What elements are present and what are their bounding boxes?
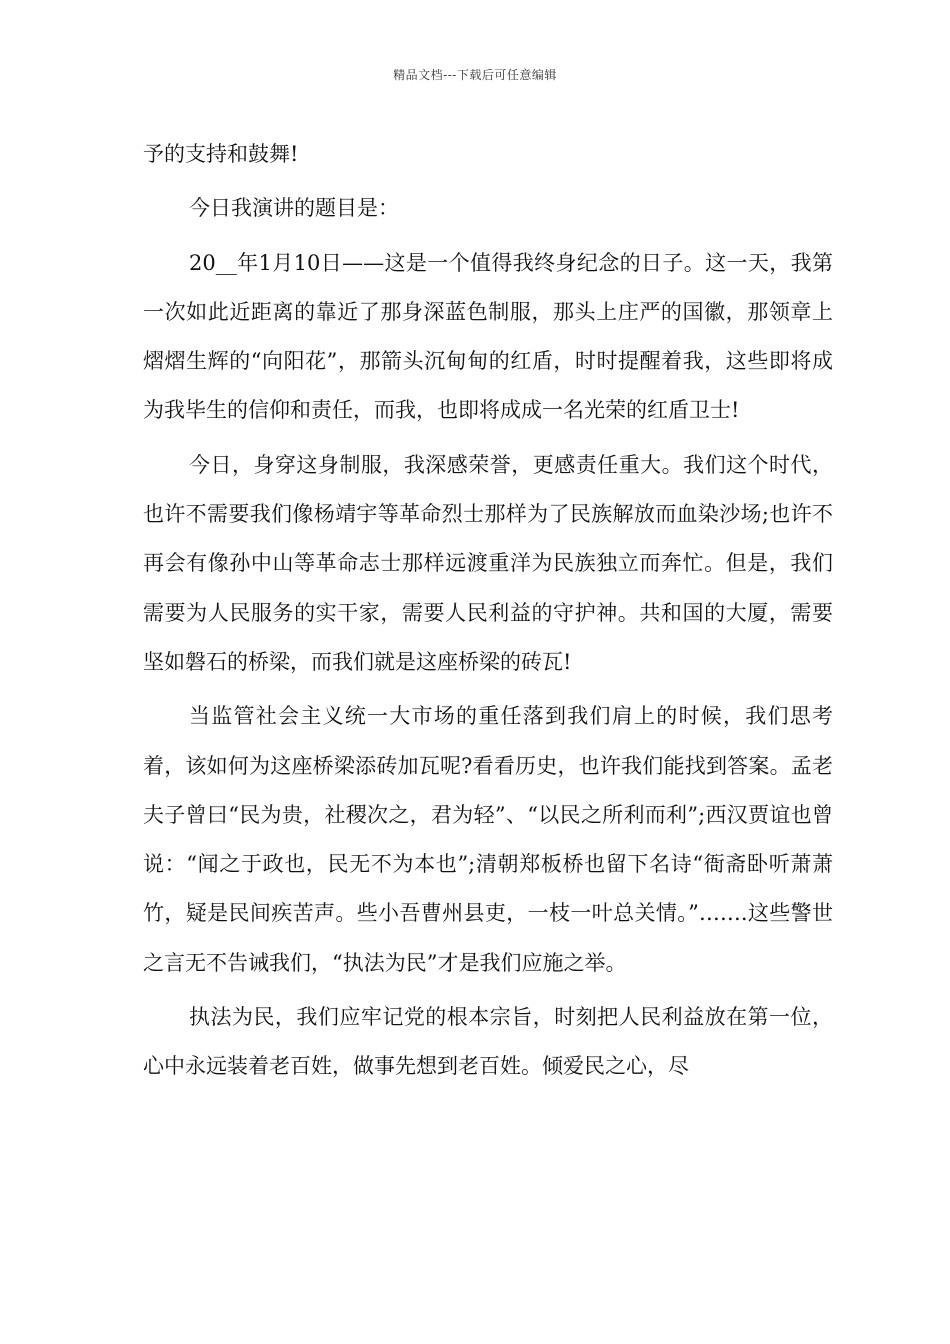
paragraph-date-memory: 20__年1月10日——这是一个值得我终身纪念的日子。这一天，我第一次如此近距离的靠近了那身深蓝色制服，那头上庄严的国徽，那领章上熠熠生辉的“向阳花”，那箭头沉甸甸的红盾，时时提醒着我，这些即将成为我毕生的信仰和责任，而我，也即将成成一名光荣的红盾卫士! bbox=[143, 250, 833, 423]
paragraph-topic: 今日我演讲的题目是： bbox=[189, 196, 399, 221]
paragraph-continuation: 予的支持和鼓舞! bbox=[143, 142, 299, 166]
document-body bbox=[143, 130, 833, 1097]
page-header: 精品文档---下载后可任意编辑 bbox=[393, 68, 557, 82]
paragraph-uniform-honor: 今日，身穿这身制服，我深感荣誉，更感责任重大。我们这个时代，也许不需要我们像杨靖宇等革命烈士那样为了民族解放而血染沙场;也许不再会有像孙中山等革命志士那样远渡重洋为民族独立而奔忙。但是，我们需要为人民服务的实干家，需要人民利益的守护神。共和国的大厦，需要坚如磐石的桥梁，而我们就是这座桥梁的砖瓦! bbox=[143, 452, 833, 674]
paragraph-serve-people: 执法为民，我们应牢记党的根本宗旨，时刻把人民利益放在第一位，心中永远装着老百姓，做事先想到老百姓。倾爱民之心，尽 bbox=[143, 1005, 833, 1079]
paragraph-history-quotes: 当监管社会主义统一大市场的重任落到我们肩上的时候，我们思考着，该如何为这座桥梁添砖加瓦呢?看看历史，也许我们能找到答案。孟老夫子曾曰“民为贵，社稷次之，君为轻”、“以民之所利而利”;西汉贾谊也曾说：“闻之于政也，民无不为本也”;清朝郑板桥也留下名诗“衙斋卧听萧萧竹，疑是民间疾苦声。些小吾曹州县吏，一枝一叶总关情。”…….这些警世之言无不告诫我们，“执法为民”才是我们应施之举。 bbox=[143, 704, 833, 975]
